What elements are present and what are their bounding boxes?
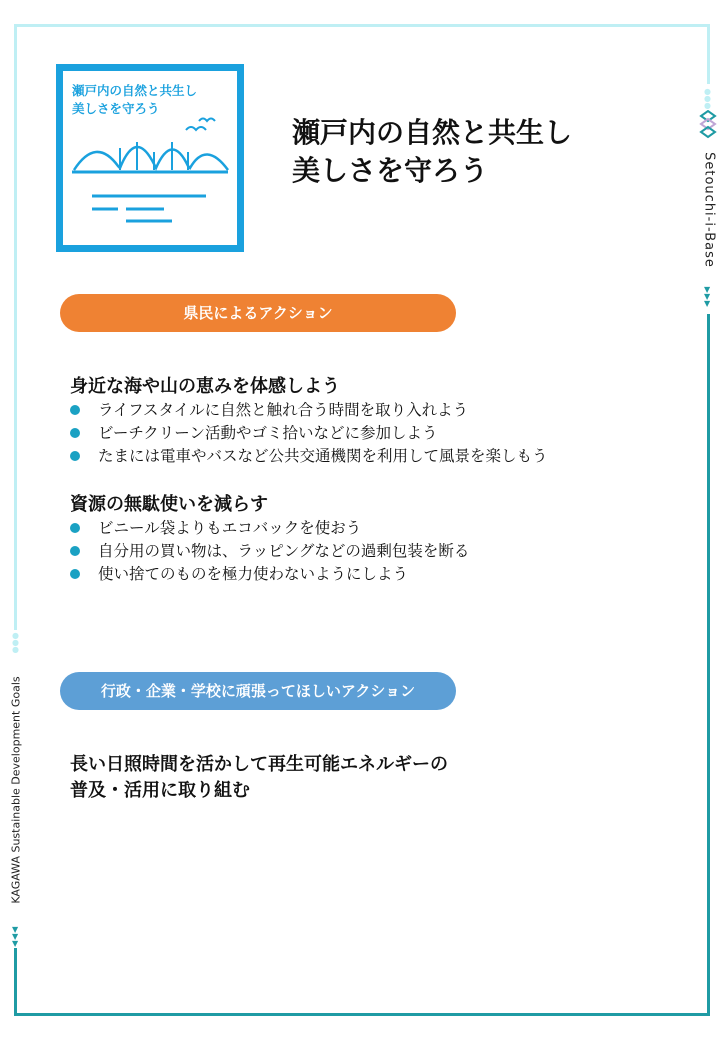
gov-action-text-line1: 長い日照時間を活かして再生可能エネルギーの	[70, 754, 448, 775]
list-item-text: たまには電車やバスなど公共交通機関を利用して風景を楽しもう	[98, 447, 548, 465]
citizen-actions-label: 県民によるアクション	[60, 294, 456, 332]
action-list-nature	[70, 399, 548, 468]
bullet-icon	[70, 546, 80, 556]
goal-icon-text-line2: 美しさを守ろう	[72, 101, 160, 116]
list-item	[70, 422, 548, 445]
dots-decoration-left: ● ● ●	[12, 631, 19, 654]
frame-left-line-upper	[14, 24, 17, 630]
page-title-line2: 美しさを守ろう	[292, 154, 489, 187]
bullet-icon	[70, 428, 80, 438]
page-title-line1: 瀬戸内の自然と共生し	[292, 116, 573, 149]
frame-left-line-lower	[14, 948, 17, 1016]
list-item-text: 自分用の買い物は、ラッピングなどの過剰包装を断る	[98, 542, 470, 560]
arrows-decoration-right: ▼ ▼ ▼	[704, 285, 711, 308]
gov-actions-label: 行政・企業・学校に頑張ってほしいアクション	[60, 672, 456, 710]
list-item	[70, 563, 469, 586]
list-item-text: ライフスタイルに自然と触れ合う時間を取り入れよう	[98, 401, 469, 419]
frame-right-line-lower	[707, 314, 710, 1016]
page-title	[292, 114, 572, 190]
gov-action-text	[70, 752, 448, 804]
action-list-resources	[70, 517, 469, 586]
setouchi-logo-icon	[699, 110, 717, 140]
dots-decoration-right: ● ● ●	[704, 87, 711, 110]
bullet-icon	[70, 523, 80, 533]
list-item-text: 使い捨てのものを極力使わないようにしよう	[98, 565, 409, 583]
bullet-icon	[70, 569, 80, 579]
list-item	[70, 517, 469, 540]
bullet-icon	[70, 451, 80, 461]
kagawa-sdgs-label: KAGAWA Sustainable Development Goals	[9, 676, 23, 904]
goal-icon	[56, 64, 244, 252]
list-item	[70, 445, 548, 468]
group-heading-resources: 資源の無駄使いを減らす	[70, 494, 268, 515]
frame-bottom-line	[14, 1013, 710, 1016]
gov-action-text-line2: 普及・活用に取り組む	[70, 780, 250, 801]
arrows-decoration-left: ▼ ▼ ▼	[12, 925, 19, 948]
group-heading-nature: 身近な海や山の恵みを体感しよう	[70, 376, 340, 397]
goal-icon-text-line1: 瀬戸内の自然と共生し	[72, 83, 198, 98]
list-item	[70, 540, 469, 563]
frame-top-line	[14, 24, 710, 27]
list-item	[70, 399, 548, 422]
frame-right-line-upper	[707, 24, 710, 84]
list-item-text: ビニール袋よりもエコバックを使おう	[98, 519, 362, 537]
list-item-text: ビーチクリーン活動やゴミ拾いなどに参加しよう	[98, 424, 438, 442]
bullet-icon	[70, 405, 80, 415]
setouchi-i-base-label: Setouchi-i-Base	[701, 152, 717, 268]
